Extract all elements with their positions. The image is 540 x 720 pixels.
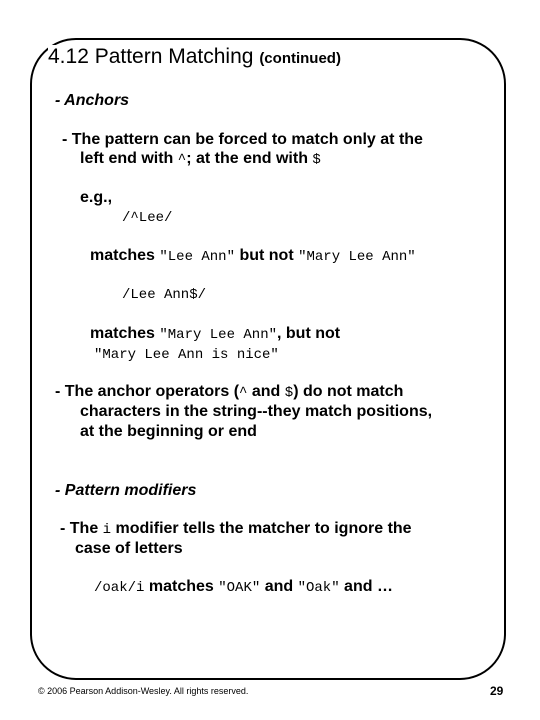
anchors-p1-line2 xyxy=(80,150,321,168)
anchors-p2-line3: at the beginning or end xyxy=(80,423,257,440)
title-main: 4.12 Pattern Matching xyxy=(48,45,254,68)
page-number: 29 xyxy=(490,684,504,698)
modifiers-p1-line1 xyxy=(60,520,412,538)
example1-result xyxy=(90,247,416,265)
text: left end with xyxy=(80,150,178,167)
text: and xyxy=(247,383,285,400)
text: and … xyxy=(339,578,393,595)
dollar-symbol: $ xyxy=(284,385,294,401)
modifiers-heading: - Pattern modifiers xyxy=(55,482,197,499)
example2-pattern: /Lee Ann$/ xyxy=(122,287,207,303)
text: , but not xyxy=(277,325,341,342)
slide-title xyxy=(48,45,347,69)
modifier-symbol: i xyxy=(102,522,112,538)
modifier-example xyxy=(94,578,393,596)
modifiers-p1-line2: case of letters xyxy=(75,540,183,557)
dollar-symbol: $ xyxy=(312,152,321,168)
text: ) do not match xyxy=(293,383,404,400)
copyright-footer: © 2006 Pearson Addison-Wesley. All rights reserved. xyxy=(38,686,249,696)
anchors-heading: - Anchors xyxy=(55,92,130,109)
example1-pattern: /^Lee/ xyxy=(122,210,173,226)
example2-exception: "Mary Lee Ann is nice" xyxy=(94,347,279,363)
text: modifier tells the matcher to ignore the xyxy=(111,520,412,537)
caret-symbol: ^ xyxy=(177,152,187,168)
text: matches xyxy=(144,578,219,595)
text: matches xyxy=(90,325,160,342)
eg-label: e.g., xyxy=(80,189,113,206)
text: - The anchor operators ( xyxy=(55,383,240,400)
text: and xyxy=(260,578,298,595)
anchors-p2-line1 xyxy=(55,383,403,401)
example2-result xyxy=(90,325,340,343)
code-string: "Mary Lee Ann" xyxy=(298,249,416,265)
text: - The xyxy=(60,520,103,537)
code-string: "Oak" xyxy=(297,580,340,596)
text: ; at the end with xyxy=(186,150,313,167)
anchors-p1-line1: - The pattern can be forced to match only at the xyxy=(62,131,423,148)
code-string: "Mary Lee Ann" xyxy=(159,327,277,343)
text: matches xyxy=(90,247,160,264)
code-string: "OAK" xyxy=(218,580,261,596)
code-string: "Lee Ann" xyxy=(159,249,235,265)
caret-symbol: ^ xyxy=(239,385,248,401)
title-suffix: (continued) xyxy=(259,50,341,67)
text: but not xyxy=(235,247,299,264)
code-pattern: /oak/i xyxy=(94,580,145,596)
anchors-p2-line2: characters in the string--they match positions, xyxy=(80,403,433,420)
